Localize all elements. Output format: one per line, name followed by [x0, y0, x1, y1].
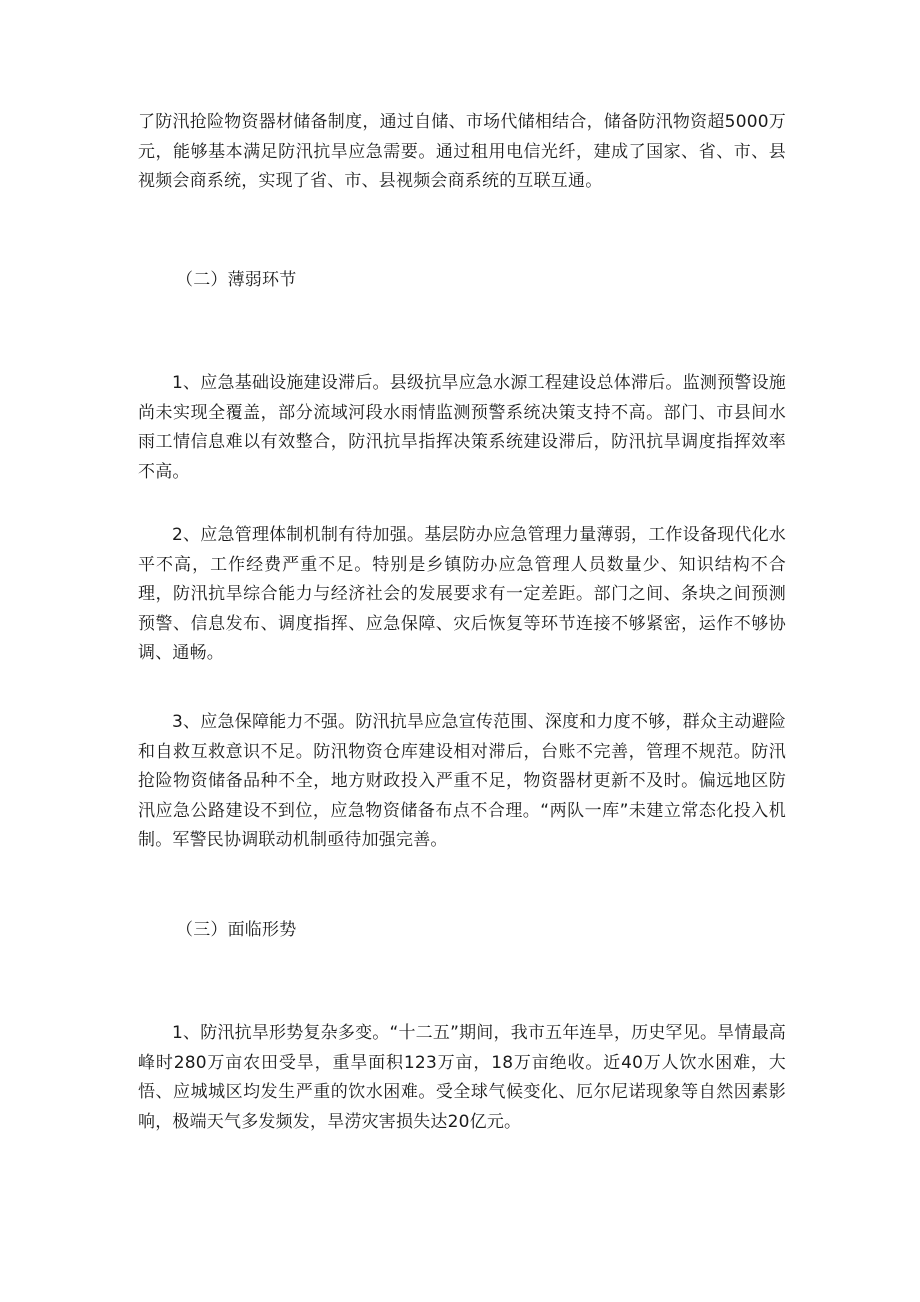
section-heading-weak-links: （二）薄弱环节	[176, 270, 297, 290]
section-heading-situation: （三）面临形势	[176, 920, 297, 940]
intro-paragraph: 了防汛抢险物资器材储备制度，通过自储、市场代储相结合，储备防汛物资超5000万元，能够基本满足防汛抗旱应急需要。通过租用电信光纤，建成了国家、省、市、县视频会商系统，实现了省、市、县视频会商系统的互联互通。	[138, 112, 786, 191]
weak-link-paragraph-2: 2、应急管理体制机制有待加强。基层防办应急管理力量薄弱，工作设备现代化水平不高，工作经费严重不足。特别是乡镇防办应急管理人员数量少、知识结构不合理，防汛抗旱综合能力与经济社会的发展要求有一定差距。部门之间、条块之间预测预警、信息发布、调度指挥、应急保障、灾后恢复等环节连接不够紧密，运作不够协调、通畅。	[138, 525, 786, 663]
weak-link-paragraph-3: 3、应急保障能力不强。防汛抗旱应急宣传范围、深度和力度不够，群众主动避险和自救互救意识不足。防汛物资仓库建设相对滞后，台账不完善，管理不规范。防汛抢险物资储备品种不全，地方财政投入严重不足，物资器材更新不及时。偏远地区防汛应急公路建设不到位，应急物资储备布点不合理。“两队一库”未建立常态化投入机制。军警民协调联动机制亟待加强完善。	[138, 712, 786, 850]
weak-link-paragraph-1: 1、应急基础设施建设滞后。县级抗旱应急水源工程建设总体滞后。监测预警设施尚未实现全覆盖，部分流域河段水雨情监测预警系统决策支持不高。部门、市县间水雨工情信息难以有效整合，防汛抗旱指挥决策系统建设滞后，防汛抗旱调度指挥效率不高。	[138, 373, 786, 482]
situation-paragraph-1: 1、防汛抗旱形势复杂多变。“十二五”期间，我市五年连旱，历史罕见。旱情最高峰时280万亩农田受旱，重旱面积123万亩，18万亩绝收。近40万人饮水困难，大悟、应城城区均发生严重的饮水困难。受全球气候变化、厄尔尼诺现象等自然因素影响，极端天气多发频发，旱涝灾害损失达20亿元。	[138, 1023, 786, 1132]
